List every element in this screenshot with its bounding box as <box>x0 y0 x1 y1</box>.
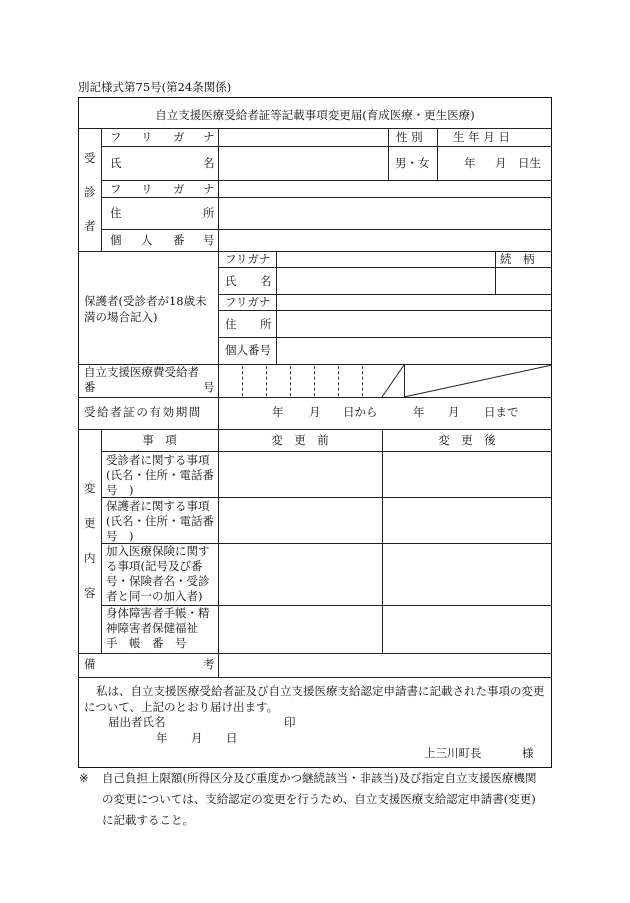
form-code: 別記様式第75号(第24条関係) <box>78 80 232 94</box>
validity-year-until: 年 <box>413 405 425 419</box>
patient-furigana-char: ナ <box>203 182 215 196</box>
changes-label-4: 容 <box>84 586 96 600</box>
patient-label-2: 診 <box>84 185 96 199</box>
guardian-name-label: 氏 <box>225 274 237 288</box>
patient-number-label: 個 <box>110 233 122 247</box>
change-row-4-line-3: 手 帳 番 号 <box>106 636 187 650</box>
changes-header-before: 変 更 前 <box>271 433 329 447</box>
change-row-1-line-1: 受診者に関する事項 <box>106 453 210 467</box>
validity-month-from: 月 <box>309 405 321 419</box>
change-row-3-line-3: 号・保険者名・受診 <box>106 574 210 588</box>
guardian-address-label: 住 <box>225 317 237 331</box>
seal-label: 印 <box>284 715 296 729</box>
declaration-line-2: について、上記のとおり届け出ます。 <box>84 700 279 714</box>
birthdate-label: 生 年 月 日 <box>453 130 510 144</box>
patient-furigana2-label: フ <box>110 182 122 196</box>
patient-name-label: 氏 <box>110 156 122 170</box>
changes-label-1: 変 <box>84 481 96 495</box>
recipient-number-label-2b: 号 <box>203 380 215 394</box>
patient-name-label-char: 名 <box>203 156 215 170</box>
validity-label: 受給者証の有効期間 <box>84 405 202 419</box>
change-row-2-line-1: 保護者に関する事項 <box>106 499 210 513</box>
validity-year-from: 年 <box>272 405 284 419</box>
change-row-1-line-3: 号 ) <box>106 483 134 497</box>
declaration-year: 年 <box>156 731 168 745</box>
patient-furigana-char: リ <box>141 130 153 144</box>
note-mark: ※ <box>79 771 89 785</box>
birth-month: 月 <box>495 156 507 170</box>
patient-label-3: 者 <box>84 219 96 233</box>
guardian-label-line1: 保護者(受診者が18歳未 <box>84 294 207 308</box>
addressee-honorific: 様 <box>522 746 534 760</box>
guardian-name-label-char: 名 <box>260 274 272 288</box>
addressee: 上三川町長 <box>424 746 482 760</box>
submitter-label: 届出者氏名 <box>108 715 166 729</box>
changes-label-2: 更 <box>84 516 96 530</box>
remarks-label-right: 考 <box>203 657 215 671</box>
birth-year: 年 <box>464 156 476 170</box>
patient-address-label: 住 <box>110 206 122 220</box>
patient-number-char: 番 <box>173 233 185 247</box>
validity-until: 日まで <box>484 405 519 419</box>
validity-month-until: 月 <box>448 405 460 419</box>
guardian-number-label: 個人番号 <box>225 343 271 357</box>
patient-furigana-char: ナ <box>203 130 215 144</box>
declaration-day: 日 <box>226 731 238 745</box>
changes-header-after: 変 更 後 <box>438 433 496 447</box>
recipient-number-label-2a: 番 <box>84 380 96 394</box>
patient-furigana-label: フ <box>110 130 122 144</box>
patient-address-label-char: 所 <box>203 206 215 220</box>
guardian-furigana2-label: フリガナ <box>225 295 271 309</box>
validity-from: 日から <box>343 405 378 419</box>
birth-day: 日生 <box>518 156 541 170</box>
patient-furigana-char: リ <box>141 182 153 196</box>
changes-label-3: 内 <box>84 551 96 565</box>
change-row-3-line-2: る事項(記号及び番 <box>106 559 203 573</box>
patient-furigana-char: ガ <box>173 182 185 196</box>
change-row-4-line-2: 神障害者保健福祉 <box>106 621 198 635</box>
patient-furigana-char: ガ <box>173 130 185 144</box>
guardian-furigana-label: フリガナ <box>225 252 271 266</box>
change-row-1-line-2: (氏名・住所・電話番 <box>106 468 214 482</box>
declaration-line-1: 私は、自立支援医療受給者証及び自立支援医療支給認定申請書に記載された事項の変更 <box>96 684 545 698</box>
change-row-4-line-1: 身体障害者手帳・精 <box>106 606 210 620</box>
patient-number-char: 号 <box>203 233 215 247</box>
changes-header-item: 事 項 <box>142 433 177 447</box>
patient-label-1: 受 <box>84 151 96 165</box>
recipient-number-label-1: 自立支援医療費受給者 <box>84 365 199 379</box>
change-row-2-line-2: (氏名・住所・電話番 <box>106 514 214 528</box>
change-row-3-line-4: 者と同一の加入者) <box>106 589 203 603</box>
remarks-label-left: 備 <box>84 657 96 671</box>
note-line-3: に記載すること。 <box>102 813 194 827</box>
form-title: 自立支援医療受給者証等記載事項変更届(育成医療・更生医療) <box>155 108 475 122</box>
note-line-1: 自己負担上限額(所得区分及び重度かつ継続該当・非該当)及び指定自立支援医療機関 <box>102 771 537 785</box>
guardian-relation-label: 続 柄 <box>500 252 535 266</box>
guardian-address-label-char: 所 <box>260 317 272 331</box>
guardian-label-line2: 満の場合記入) <box>84 310 158 324</box>
sex-value: 男・女 <box>395 156 430 170</box>
note-line-2: の変更については、支給認定の変更を行うため、自立支援医療支給認定申請書(変更) <box>102 792 536 806</box>
patient-number-char: 人 <box>141 233 153 247</box>
sex-label: 性 別 <box>396 130 423 144</box>
change-row-2-line-3: 号 ) <box>106 529 134 543</box>
declaration-month: 月 <box>191 731 203 745</box>
change-row-3-line-1: 加入医療保険に関す <box>106 544 210 558</box>
